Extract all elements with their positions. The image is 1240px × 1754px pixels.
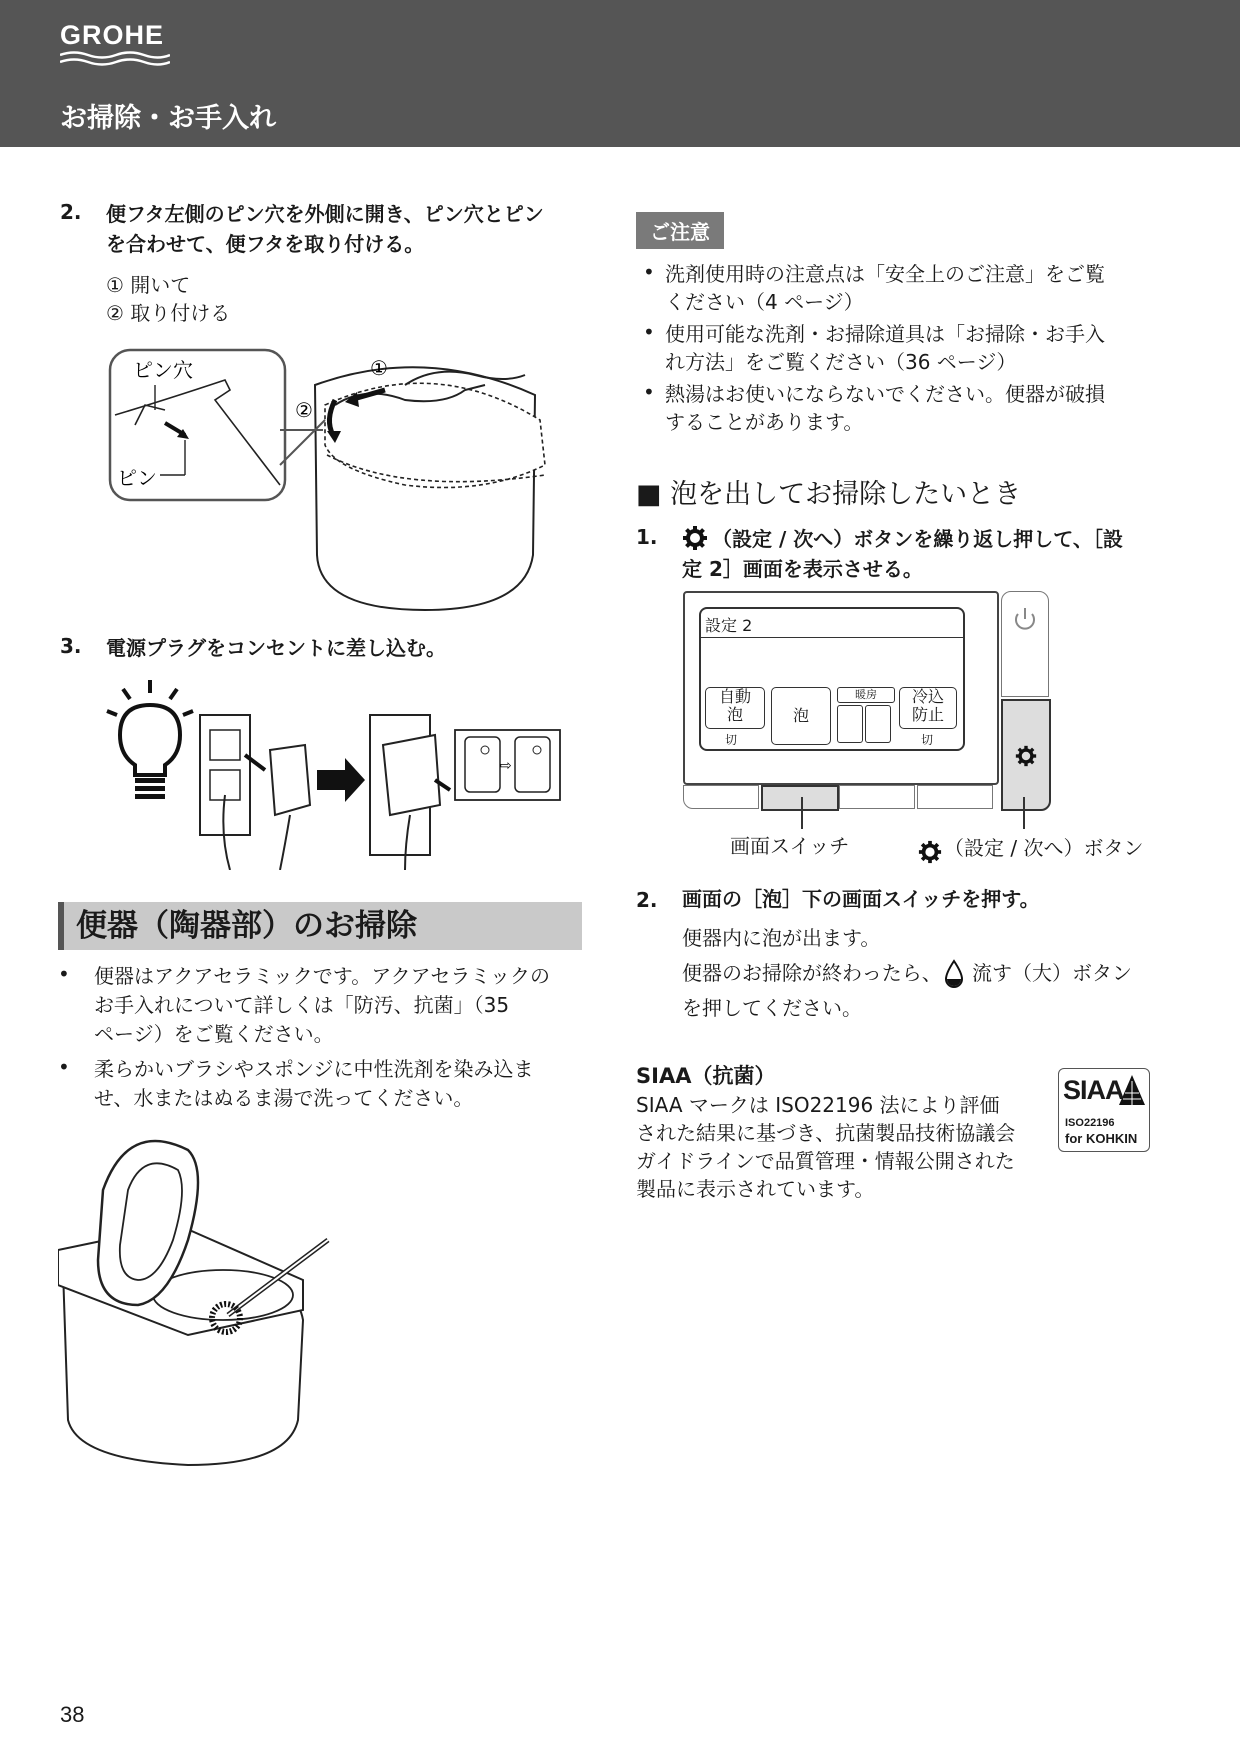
step-number: 1. <box>636 525 658 549</box>
step-number: 2. <box>60 200 82 224</box>
list-item: • 熱湯はお使いにならないでください。便器が破損 することがあります。 <box>643 380 1105 434</box>
step-text: （設定 / 次へ）ボタンを繰り返し押して、［設 <box>712 527 1123 551</box>
cleaning-notes <box>58 962 578 1113</box>
step-text: 画面の［泡］下の画面スイッチを押す。 <box>682 887 1040 911</box>
section-heading <box>58 902 582 950</box>
panel-body <box>683 591 999 785</box>
list-item: • 便器はアクアセラミックです。アクアセラミックの お手入れについて詳しくは「防汚、抗菌」（35 ページ）をご覧ください。 <box>58 962 550 1046</box>
siaa-logo: SIAA ISO22196 for KOHKIN <box>1058 1068 1150 1152</box>
heater-button-right[interactable] <box>865 705 891 743</box>
screen-switch-4[interactable] <box>917 785 993 809</box>
step-text: 定 2］画面を表示させる。 <box>682 557 923 581</box>
page-header <box>0 0 1240 147</box>
caution-label: ご注意 <box>636 212 724 249</box>
water-drop-icon <box>943 959 965 989</box>
list-item: • 使用可能な洗剤・お掃除道具は「お掃除・お手入 れ方法」をご覧ください（36 ページ） <box>643 320 1105 374</box>
step-text: を合わせて、便フタを取り付ける。 <box>106 232 425 256</box>
step-note: 流す（大）ボタン <box>972 961 1132 985</box>
screen-switch-2[interactable] <box>761 785 839 811</box>
settings-button-label: （設定 / 次へ）ボタン <box>944 836 1144 860</box>
step-number: 2. <box>636 888 658 912</box>
step-text: 電源プラグをコンセントに差し込む。 <box>106 636 446 660</box>
caution-list <box>643 260 1163 436</box>
step-note: を押してください。 <box>682 996 862 1020</box>
heater-label: 暖房 <box>837 687 895 703</box>
power-button[interactable] <box>1001 591 1049 697</box>
step-note: 便器のお掃除が終わったら、 <box>682 961 942 985</box>
svg-text:⇨: ⇨ <box>500 758 512 774</box>
marker-1: ① <box>370 356 388 380</box>
brand-waves-icon <box>60 50 170 66</box>
toilet-cleaning-illustration <box>58 1130 358 1470</box>
screen-switch-3[interactable] <box>839 785 915 809</box>
screen-switch-label: 画面スイッチ <box>730 834 850 858</box>
auto-foam-button[interactable]: 自動 泡 <box>705 687 765 729</box>
gear-icon <box>918 840 942 864</box>
step-number: 3. <box>60 634 82 658</box>
cool-prevent-button[interactable]: 冷込 防止 <box>899 687 957 729</box>
foam-button[interactable]: 泡 <box>771 687 831 745</box>
subsection-title: ■ 泡を出してお掃除したいとき <box>636 479 1022 510</box>
marker-2: ② <box>295 398 313 422</box>
panel-screen: 設定 2 自動 泡 切 泡 暖房 冷込 防止 切 <box>699 607 965 751</box>
list-item: • 洗剤使用時の注意点は「安全上のご注意」をご覧 ください（4 ページ） <box>643 260 1105 314</box>
power-plug-illustration <box>105 675 565 870</box>
sub-instruction: ① 開いて <box>106 273 191 297</box>
sub-instruction: ② 取り付ける <box>106 301 231 325</box>
gear-icon <box>682 525 708 551</box>
section-title: 便器（陶器部）のお掃除 <box>76 908 417 944</box>
label-pin-hole: ピン穴 <box>133 358 193 382</box>
screen-switch-1[interactable] <box>683 785 759 809</box>
list-item: • 柔らかいブラシやスポンジに中性洗剤を染み込ま せ、水またはぬるま湯で洗ってください。 <box>58 1055 534 1110</box>
step-note: 便器内に泡が出ます。 <box>682 926 881 950</box>
step-text: 便フタ左側のピン穴を外側に開き、ピン穴とピン <box>106 202 544 226</box>
control-panel-illustration <box>683 591 1049 807</box>
settings-next-button[interactable] <box>1001 699 1051 811</box>
lightbulb-icon <box>107 680 193 799</box>
power-icon <box>1002 592 1048 642</box>
label-pin: ピン <box>117 466 157 490</box>
page-number: 38 <box>60 1702 85 1727</box>
screen-title: 設定 2 <box>705 616 753 635</box>
gear-icon <box>1015 745 1037 767</box>
seat-mount-illustration <box>105 345 555 615</box>
brand-logo: GROHE <box>60 20 165 50</box>
siaa-description: SIAA マークは ISO22196 法により評価 された結果に基づき、抗菌製品技術協議会 ガイドラインで品質管理・情報公開された 製品に表示されています。 <box>636 1093 1016 1201</box>
heater-button-left[interactable] <box>837 705 863 743</box>
siaa-title: SIAA（抗菌） <box>636 1064 776 1088</box>
page-title: お掃除・お手入れ <box>60 103 276 134</box>
